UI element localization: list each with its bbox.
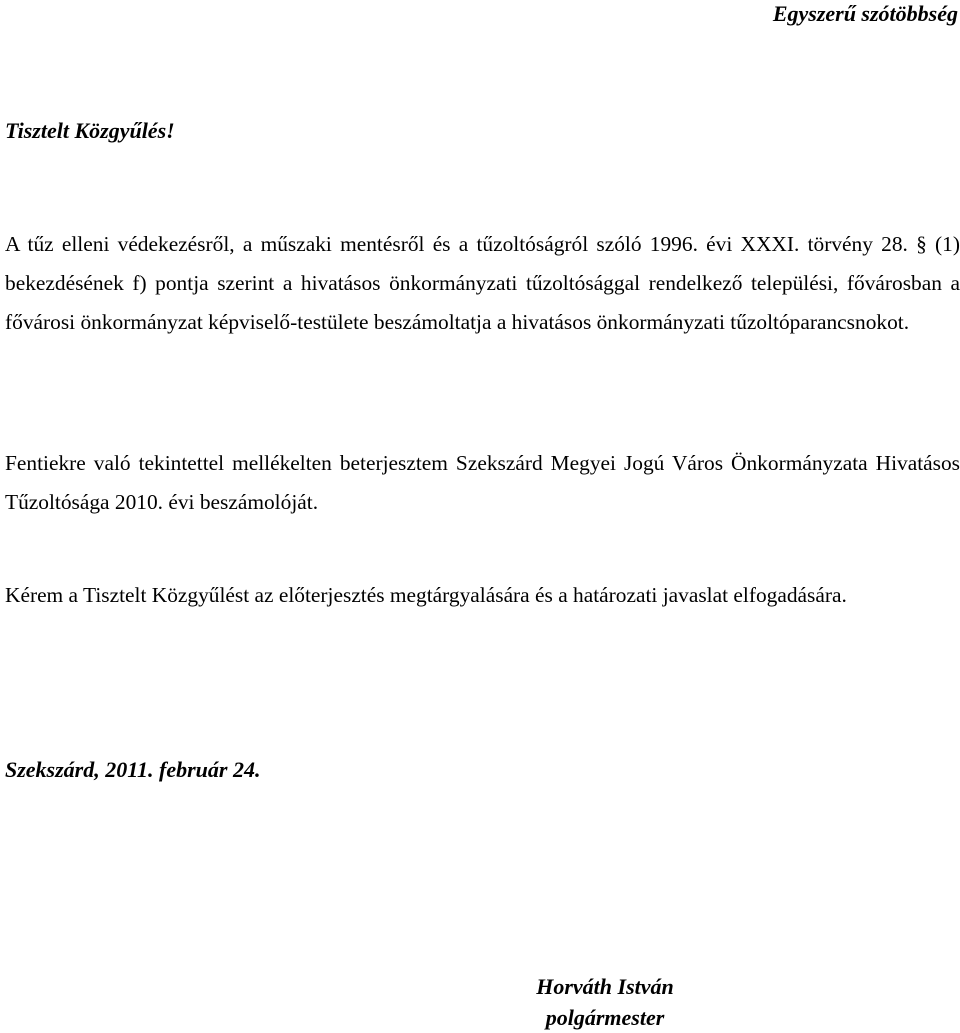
signature-block bbox=[500, 971, 710, 1033]
salutation: Tisztelt Közgyűlés! bbox=[5, 118, 175, 143]
signatory-title: polgármester bbox=[545, 1005, 665, 1030]
vote-type-label: Egyszerű szótöbbség bbox=[772, 1, 958, 26]
paragraph-submission: Fentiekre való tekintettel mellékelten beterjesztem Szekszárd Megyei Jogú Város Önkormányzata Hivatásos Tűzoltósága 2010. évi beszámolóját. bbox=[5, 451, 960, 514]
paragraph-request: Kérem a Tisztelt Közgyűlést az előterjesztés megtárgyalására és a határozati javaslat elfogadására. bbox=[5, 583, 847, 607]
signatory-name: Horváth István bbox=[536, 974, 674, 999]
paragraph-legal-basis: A tűz elleni védekezésről, a műszaki mentésről és a tűzoltóságról szóló 1996. évi XXXI. törvény 28. § (1) bekezdésének f) pontja szerint a hivatásos önkormányzati tűzoltósággal rendelkező települési, fővárosban a fővárosi önkormányzat képviselő-testülete beszámoltatja a hivatásos önkormányzati tűzoltóparancsnokot. bbox=[5, 232, 960, 334]
place-and-date: Szekszárd, 2011. február 24. bbox=[5, 757, 261, 782]
